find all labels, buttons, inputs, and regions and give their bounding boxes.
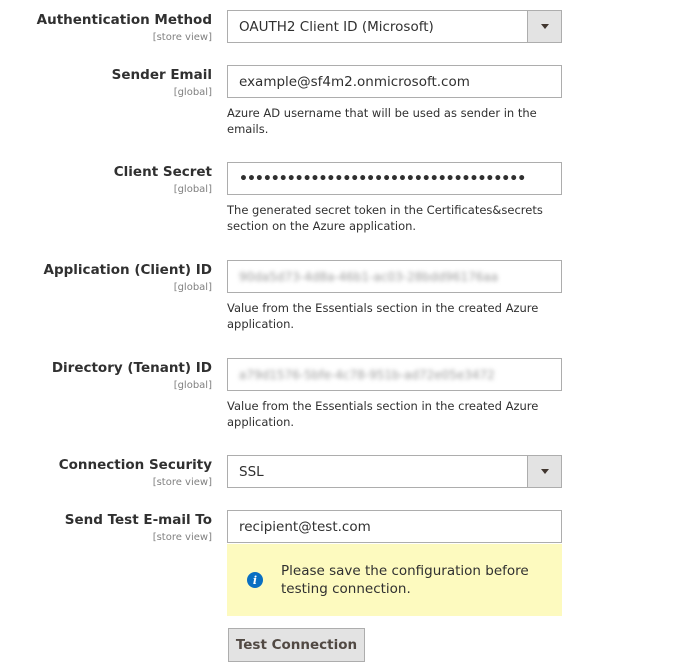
info-message [227,544,562,616]
field-label: Application (Client) ID [43,262,212,278]
input-value: a79d1576-5bfe-4c78-951b-ad72e05e3472 [239,367,495,382]
dropdown-arrow-button[interactable] [527,456,561,487]
dropdown-arrow-button[interactable] [527,11,561,42]
field-note: Value from the Essentials section in the created Azure application. [227,399,539,429]
test-email-input[interactable] [227,510,562,543]
sender-email-input[interactable] [227,65,562,98]
field-scope: [store view] [152,532,212,543]
input-value: example@sf4m2.onmicrosoft.com [239,73,470,90]
select-value: SSL [239,463,264,480]
field-label: Authentication Method [36,12,212,28]
field-label: Sender Email [111,67,212,83]
connection-security-select[interactable] [227,455,562,488]
message-text: Please save the configuration before testing connection. [281,563,529,597]
field-note: The generated secret token in the Certificates&secrets section on the Azure application. [227,203,543,233]
chevron-down-icon [541,469,549,474]
field-scope: [global] [173,184,212,195]
field-label: Directory (Tenant) ID [51,360,212,376]
field-scope: [global] [173,380,212,391]
field-scope: [global] [173,87,212,98]
test-connection-button[interactable]: Test Connection [228,628,365,662]
chevron-down-icon [541,24,549,29]
input-value: 90da5d73-4d8a-46b1-ac03-28bdd96176aa [239,269,499,284]
info-icon: i [247,572,263,588]
authentication-method-select[interactable] [227,10,562,43]
select-value: OAUTH2 Client ID (Microsoft) [239,18,434,35]
field-note: Value from the Essentials section in the created Azure application. [227,301,539,331]
field-scope: [store view] [152,32,212,43]
application-client-id-input[interactable] [227,260,562,293]
field-scope: [global] [173,282,212,293]
field-label: Client Secret [113,164,212,180]
input-value: recipient@test.com [239,518,371,535]
client-secret-input[interactable] [227,162,562,195]
field-label: Connection Security [58,457,212,473]
input-value: •••••••••••••••••••••••••••••••••••• [239,170,526,187]
field-label: Send Test E-mail To [64,512,212,528]
directory-tenant-id-input[interactable] [227,358,562,391]
field-scope: [store view] [152,477,212,488]
field-note: Azure AD username that will be used as sender in the emails. [227,106,537,136]
